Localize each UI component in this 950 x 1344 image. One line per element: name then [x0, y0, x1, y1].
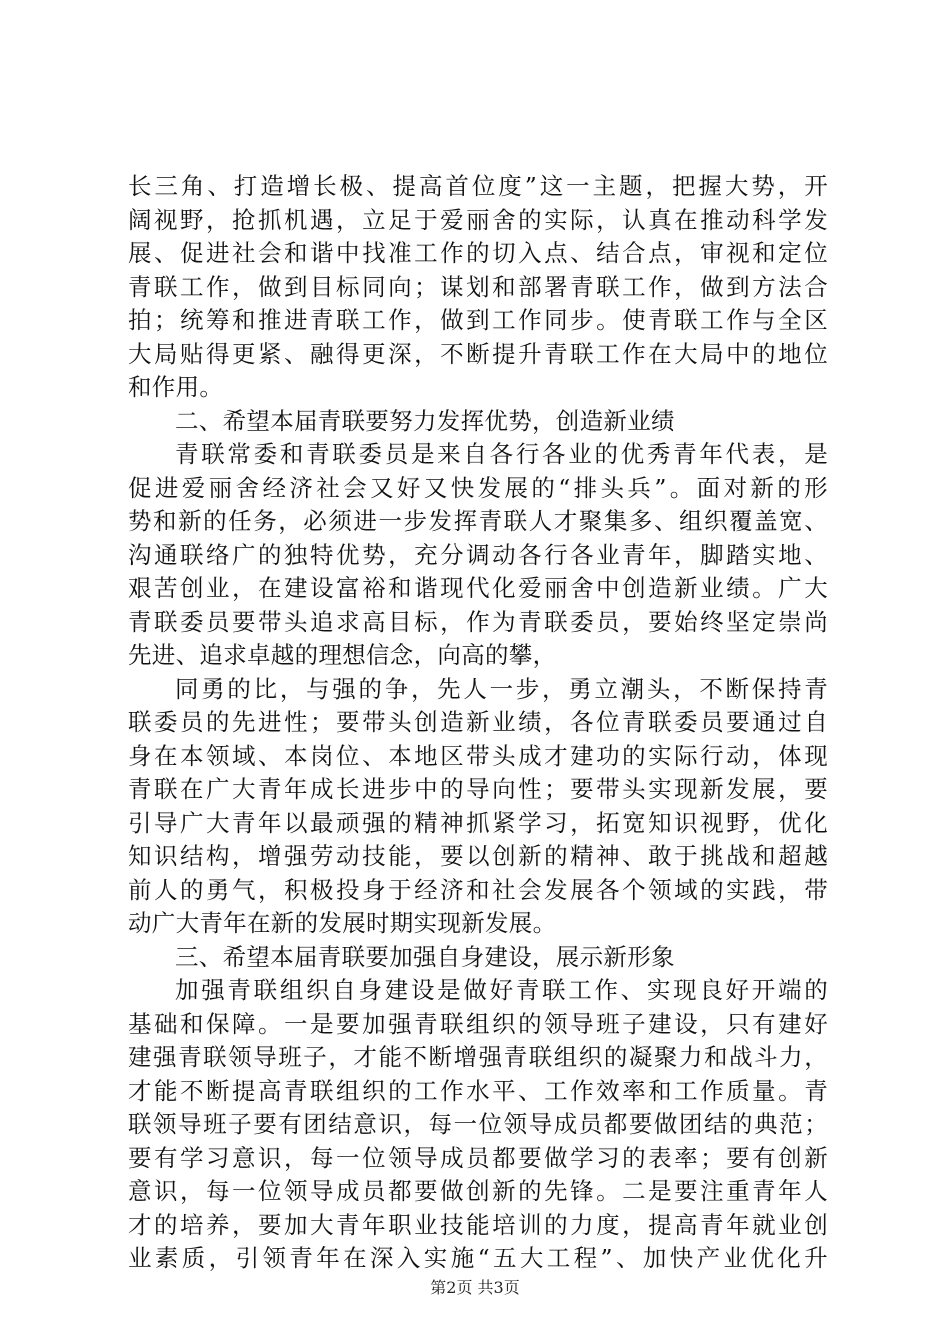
section-heading: 二、希望本届青联要努力发挥优势，创造新业绩 [175, 406, 675, 435]
page-number: 第2页 共3页 [430, 1278, 520, 1297]
text-line: 艰苦创业，在建设富裕和谐现代化爱丽舍中创造新业绩。广大 [128, 574, 828, 602]
text-line: 沟通联络广的独特优势，充分调动各行各业青年，脚踏实地、 [128, 540, 828, 569]
text-line: 大局贴得更紧、融得更深，不断提升青联工作在大局中的地位 [128, 339, 828, 368]
text-line: 阔视野，抢抓机遇，立足于爱丽舍的实际，认真在推动科学发 [128, 205, 828, 234]
text-line: 意识，每一位领导成员都要做创新的先锋。二是要注重青年人 [128, 1177, 828, 1205]
text-line: 要有学习意识，每一位领导成员都要做学习的表率；要有创新 [128, 1143, 828, 1172]
text-line: 才的培养，要加大青年职业技能培训的力度，提高青年就业创 [128, 1210, 828, 1239]
text-line: 展、促进社会和谐中找准工作的切入点、结合点，审视和定位 [128, 239, 828, 267]
text-line: 青联工作，做到目标同向；谋划和部署青联工作，做到方法合 [128, 272, 828, 301]
text-line: 建强青联领导班子，才能不断增强青联组织的凝聚力和战斗力， [128, 1043, 828, 1071]
document-body [128, 170, 828, 1276]
text-line: 和作用。 [128, 373, 224, 401]
text-line: 才能不断提高青联组织的工作水平、工作效率和工作质量。青 [128, 1076, 828, 1105]
text-line: 促进爱丽舍经济社会又好又快发展的“排头兵”。面对新的形 [128, 473, 828, 502]
text-line: 联委员的先进性；要带头创造新业绩，各位青联委员要通过自 [128, 708, 828, 736]
text-line: 身在本领域、本岗位、本地区带头成才建功的实际行动，体现 [128, 741, 828, 770]
text-line: 引导广大青年以最顽强的精神抓紧学习，拓宽知识视野，优化 [128, 808, 828, 837]
text-line: 业素质，引领青年在深入实施“五大工程”、加快产业优化升 [128, 1244, 828, 1272]
text-line: 青联常委和青联委员是来自各行各业的优秀青年代表，是 [175, 440, 828, 468]
text-line: 联领导班子要有团结意识，每一位领导成员都要做团结的典范； [128, 1110, 828, 1138]
text-line: 加强青联组织自身建设是做好青联工作、实现良好开端的 [175, 976, 828, 1004]
text-line: 动广大青年在新的发展时期实现新发展。 [128, 909, 557, 937]
text-line: 前人的勇气，积极投身于经济和社会发展各个领域的实践，带 [128, 875, 828, 904]
text-line: 拍；统筹和推进青联工作，做到工作同步。使青联工作与全区 [128, 306, 828, 334]
text-line: 长三角、打造增长极、提高首位度”这一主题，把握大势，开 [128, 172, 828, 200]
text-line: 基础和保障。一是要加强青联组织的领导班子建设，只有建好 [128, 1009, 828, 1038]
text-line: 青联委员要带头追求高目标，作为青联委员，要始终坚定崇尚 [128, 607, 828, 636]
text-line: 同勇的比，与强的争，先人一步，勇立潮头，不断保持青 [175, 674, 828, 703]
section-heading: 三、希望本届青联要加强自身建设，展示新形象 [175, 942, 675, 971]
text-line: 先进、追求卓越的理想信念，向高的攀， [128, 641, 557, 669]
text-line: 知识结构，增强劳动技能，要以创新的精神、敢于挑战和超越 [128, 842, 828, 870]
text-line: 势和新的任务，必须进一步发挥青联人才聚集多、组织覆盖宽、 [128, 507, 828, 535]
text-line: 青联在广大青年成长进步中的导向性；要带头实现新发展，要 [128, 775, 828, 803]
